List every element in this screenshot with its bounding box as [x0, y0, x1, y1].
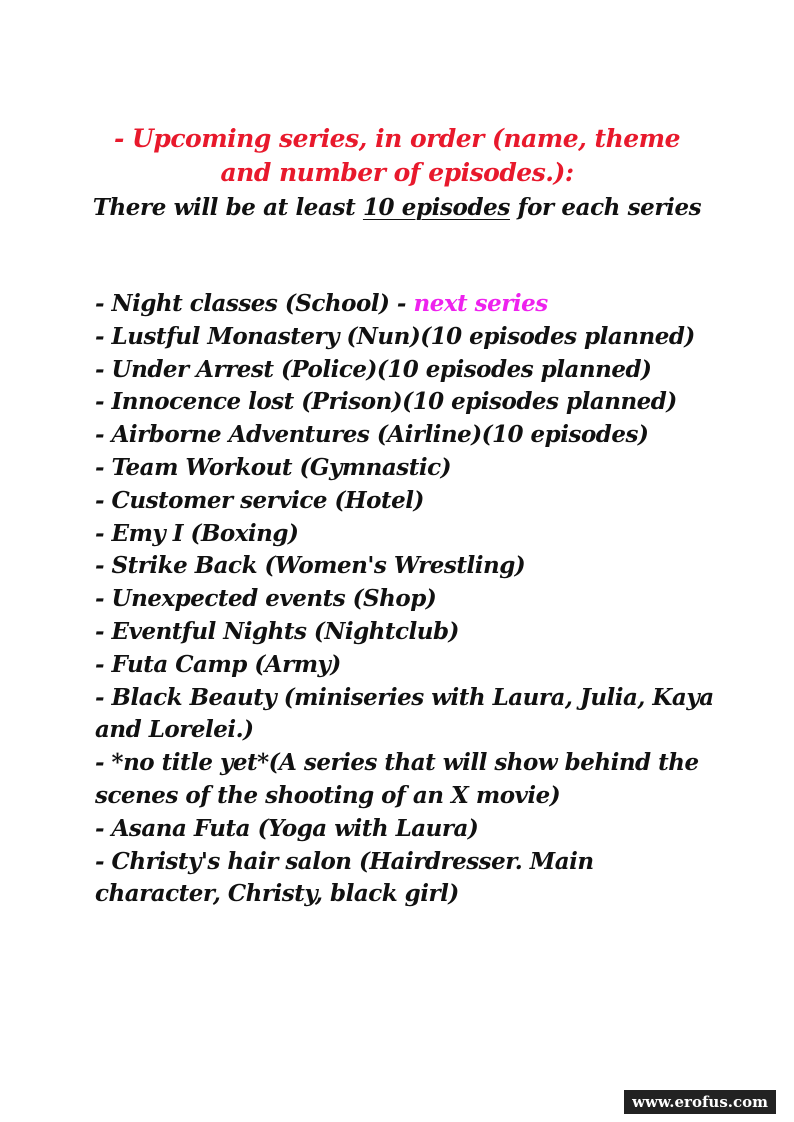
series-item-unexpected-events: - Unexpected events (Shop): [95, 585, 437, 613]
series-item-label: - Night classes (School) -: [95, 290, 414, 317]
series-item-lustful-monastery: - Lustful Monastery (Nun)(10 episodes planned): [95, 322, 695, 350]
series-item-customer-service: - Customer service (Hotel): [95, 486, 424, 514]
series-item-team-workout: - Team Workout (Gymnastic): [95, 453, 451, 481]
upcoming-series-heading: - Upcoming series, in order (name, theme and number of episodes.):: [113, 124, 681, 187]
series-item-futa-camp: - Futa Camp (Army): [95, 650, 341, 678]
site-watermark: www.erofus.com: [624, 1090, 776, 1114]
series-list: [95, 288, 715, 911]
series-item-black-beauty: - Black Beauty (miniseries with Laura, Julia, Kaya and Lorelei.): [95, 683, 714, 744]
series-item-airborne-adventures: - Airborne Adventures (Airline)(10 episodes): [95, 421, 649, 449]
series-item-strike-back: - Strike Back (Women's Wrestling): [95, 552, 526, 580]
episodes-note: [60, 192, 734, 224]
next-series-tag: next series: [413, 290, 548, 317]
episodes-note-underlined: 10 episodes: [362, 194, 510, 221]
episodes-note-after: for each series: [509, 194, 702, 221]
series-item-christys-hair-salon: - Christy's hair salon (Hairdresser. Main character, Christy, black girl): [95, 847, 594, 908]
series-item-innocence-lost: - Innocence lost (Prison)(10 episodes planned): [95, 388, 677, 416]
series-item-no-title-yet: - *no title yet*(A series that will show behind the scenes of the shooting of an X movie): [95, 749, 699, 809]
episodes-note-before: There will be at least: [92, 194, 363, 221]
series-item-eventful-nights: - Eventful Nights (Nightclub): [95, 617, 459, 645]
series-item-asana-futa: - Asana Futa (Yoga with Laura): [95, 814, 479, 842]
series-item-night-classes: [95, 288, 715, 321]
series-item-emy-i: - Emy I (Boxing): [95, 519, 299, 547]
series-item-under-arrest: - Under Arrest (Police)(10 episodes planned): [95, 355, 652, 383]
